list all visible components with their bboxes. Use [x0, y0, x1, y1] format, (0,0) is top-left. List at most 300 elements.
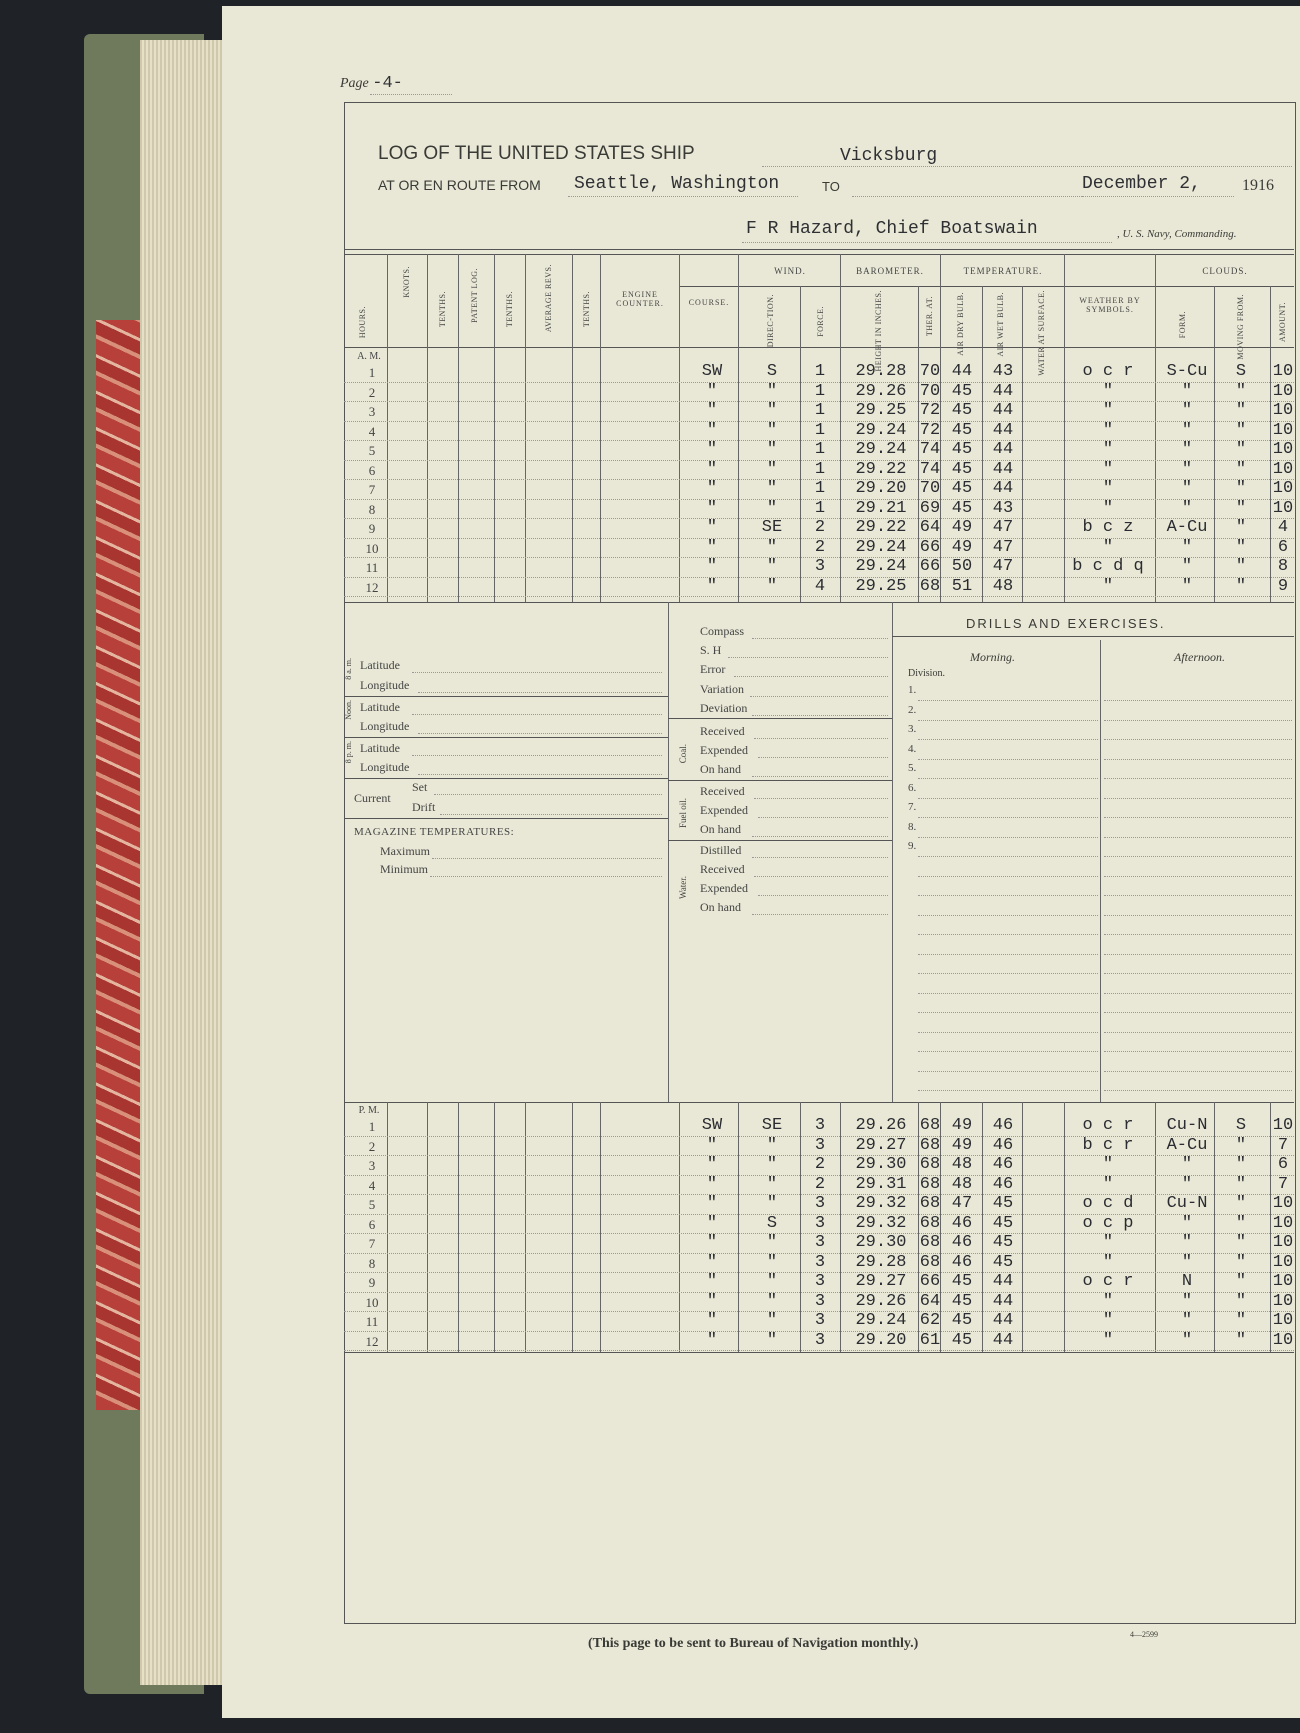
noon-longitude: Longitude	[360, 719, 410, 733]
commanding-label: , U. S. Navy, Commanding.	[1117, 228, 1237, 240]
col-line	[1155, 1102, 1156, 1352]
compass-label: Compass	[700, 624, 745, 638]
col-line	[679, 1102, 680, 1352]
course-cell: "	[706, 537, 718, 557]
subheader-line	[679, 286, 1294, 287]
wind-force-cell: 3	[814, 1233, 826, 1252]
cloud-moving-cell: "	[1235, 557, 1247, 576]
hdr-air-wet: AIR WET BULB.	[996, 292, 1005, 357]
hour-cell: 11	[365, 560, 379, 575]
line	[758, 817, 888, 818]
hdr-moving-from: MOVING FROM.	[1236, 294, 1245, 360]
col-line	[572, 254, 573, 602]
drills-title-line	[892, 636, 1294, 637]
col-line	[679, 254, 680, 602]
col-line	[525, 254, 526, 602]
drills-afternoon: Afternoon.	[1174, 650, 1225, 664]
air-wet-cell: 44	[992, 440, 1014, 459]
cloud-form-cell: "	[1181, 498, 1193, 518]
air-wet-cell: 46	[992, 1116, 1014, 1135]
line	[754, 738, 888, 739]
drill-rule	[1104, 876, 1292, 877]
ther-at-cell: 68	[919, 1213, 941, 1233]
wind-direction-cell: "	[766, 459, 778, 479]
air-wet-cell: 47	[992, 537, 1014, 557]
col-line	[458, 254, 459, 602]
hdr-tenths-2: TENTHS.	[505, 291, 514, 328]
barometer-height-cell: 29.26	[855, 381, 907, 401]
hour-cell: 3	[368, 404, 376, 419]
ship-line	[762, 166, 1292, 167]
line	[412, 755, 662, 756]
course-cell: "	[706, 1155, 718, 1174]
col-line	[738, 254, 739, 602]
cloud-moving-cell: "	[1235, 381, 1247, 401]
middle-divider-1	[668, 602, 669, 1102]
hdr-air-dry: AIR DRY BULB.	[956, 292, 965, 356]
cloud-form-cell: "	[1181, 1311, 1193, 1330]
drill-rule	[1104, 700, 1292, 701]
air-dry-cell: 46	[951, 1213, 973, 1233]
wind-direction-cell: "	[766, 1291, 778, 1311]
date: December 2,	[1082, 174, 1201, 194]
cloud-form-cell: Cu-N	[1166, 1116, 1208, 1135]
weather-cell: b c z	[1082, 518, 1134, 537]
wind-force-cell: 3	[814, 1252, 826, 1272]
hdr-water-surface: WATER AT SURFACE.	[1037, 290, 1046, 376]
cloud-amount-cell: 10	[1272, 1233, 1294, 1252]
drill-rule	[1104, 954, 1292, 955]
drill-rule	[918, 720, 1098, 721]
division-number: 3.	[908, 723, 917, 735]
cloud-amount-cell: 10	[1272, 1116, 1294, 1135]
hour-cell: 5	[368, 443, 376, 458]
cloud-amount-cell: 10	[1272, 498, 1294, 518]
air-dry-cell: 49	[951, 537, 973, 557]
ship-name: Vicksburg	[840, 146, 938, 166]
ther-at-cell: 74	[919, 440, 941, 459]
variation-label: Variation	[700, 682, 744, 696]
barometer-height-cell: 29.30	[855, 1233, 907, 1252]
line	[412, 714, 662, 715]
weather-cell: "	[1102, 1252, 1114, 1272]
line	[758, 895, 888, 896]
hdr-avg-revs: AVERAGE REVS.	[544, 264, 553, 333]
wind-direction-cell: "	[766, 557, 778, 576]
drill-rule	[918, 954, 1098, 955]
line	[430, 876, 662, 877]
cloud-amount-cell: 10	[1272, 479, 1294, 498]
col-line	[738, 1102, 739, 1352]
hdr-barometer: BAROMETER.	[856, 266, 924, 276]
air-wet-cell: 46	[992, 1174, 1014, 1194]
drill-rule	[1104, 993, 1292, 994]
drill-rule	[918, 973, 1098, 974]
hour-cell: 6	[368, 1216, 376, 1232]
cloud-moving-cell: "	[1235, 1135, 1247, 1155]
barometer-height-cell: 29.31	[855, 1174, 907, 1194]
barometer-height-cell: 29.24	[855, 537, 907, 557]
drill-rule	[918, 1090, 1098, 1091]
wind-direction-cell: "	[766, 440, 778, 459]
wind-direction-cell: "	[766, 576, 778, 596]
cloud-form-cell: N	[1181, 1272, 1193, 1291]
drill-rule	[918, 934, 1098, 935]
wind-direction-cell: "	[766, 420, 778, 440]
weather-cell: "	[1102, 1330, 1114, 1350]
wind-force-cell: 1	[814, 459, 826, 479]
col-line	[1270, 286, 1271, 602]
air-dry-cell: 45	[951, 1330, 973, 1350]
cloud-form-cell: "	[1181, 459, 1193, 479]
log-page	[222, 6, 1300, 1718]
drill-rule	[1104, 1012, 1292, 1013]
col-line	[387, 254, 388, 602]
magazine-max: Maximum	[380, 844, 430, 858]
hdr-direction: DIREC-TION.	[766, 294, 775, 348]
year: 1916	[1242, 177, 1274, 194]
cloud-moving-cell: S	[1235, 1116, 1247, 1135]
drill-rule	[918, 895, 1098, 896]
division-number: 8.	[908, 820, 917, 833]
cloud-form-cell: "	[1181, 420, 1193, 440]
cloud-moving-cell: "	[1235, 1291, 1247, 1311]
course-cell: "	[706, 557, 718, 576]
drill-rule	[918, 1012, 1098, 1013]
cloud-moving-cell: "	[1235, 401, 1247, 420]
table-header-bottom	[344, 347, 1294, 348]
line	[344, 737, 668, 738]
air-wet-cell: 45	[992, 1233, 1014, 1252]
barometer-height-cell: 29.32	[855, 1194, 907, 1213]
drill-rule	[1104, 778, 1292, 779]
drill-rule	[918, 993, 1098, 994]
division-number: 9.	[908, 840, 917, 852]
hour-cell: 1	[368, 365, 376, 380]
cloud-form-cell: "	[1181, 401, 1193, 420]
wind-direction-cell: "	[766, 1252, 778, 1272]
current-label: Current	[354, 791, 391, 805]
col-line	[1214, 1102, 1215, 1352]
col-line	[840, 1102, 841, 1352]
hour-cell: 6	[368, 462, 376, 478]
col-line	[494, 254, 495, 602]
cloud-moving-cell: "	[1235, 518, 1247, 537]
cloud-form-cell: "	[1181, 1213, 1193, 1233]
weather-cell: "	[1102, 420, 1114, 440]
ther-at-cell: 66	[919, 557, 941, 576]
drill-rule	[1104, 739, 1292, 740]
drill-rule	[918, 739, 1098, 740]
drill-rule	[1104, 1032, 1292, 1033]
wind-force-cell: 3	[814, 557, 826, 576]
drill-rule	[918, 817, 1098, 818]
barometer-height-cell: 29.20	[855, 1330, 907, 1350]
division-number: 4.	[908, 742, 917, 755]
course-cell: SW	[701, 362, 723, 381]
hdr-ther-at: THER. AT.	[925, 296, 934, 337]
wind-direction-cell: "	[766, 381, 778, 401]
weather-cell: "	[1102, 401, 1114, 420]
hour-cell: 8	[368, 501, 376, 517]
line	[668, 780, 892, 781]
drills-division: Division.	[908, 668, 945, 679]
col-line	[600, 1102, 601, 1352]
hdr-engine-counter: ENGINE COUNTER.	[616, 290, 664, 308]
course-cell: "	[706, 1135, 718, 1155]
division-number: 6.	[908, 781, 917, 794]
hdr-tenths-3: TENTHS.	[582, 291, 591, 328]
col-line	[1214, 286, 1215, 602]
water-on-hand: On hand	[700, 900, 741, 914]
barometer-height-cell: 29.32	[855, 1213, 907, 1233]
drill-rule	[918, 1051, 1098, 1052]
hour-cell: 12	[365, 1333, 379, 1349]
ther-at-cell: 61	[919, 1330, 941, 1350]
bleed-through	[432, 976, 441, 993]
air-dry-cell: 49	[951, 518, 973, 537]
page-label	[340, 74, 403, 93]
drill-rule	[918, 798, 1098, 799]
hdr-patent-log: PATENT LOG.	[470, 268, 479, 323]
cloud-amount-cell: 7	[1277, 1174, 1289, 1194]
barometer-height-cell: 29.26	[855, 1291, 907, 1311]
oil-expended: Expended	[700, 803, 748, 817]
hdr-form: FORM.	[1178, 311, 1187, 339]
wind-force-cell: 2	[814, 1155, 826, 1174]
wind-force-cell: 3	[814, 1291, 826, 1311]
course-cell: "	[706, 576, 718, 596]
air-dry-cell: 49	[951, 1116, 973, 1135]
ther-at-cell: 72	[919, 420, 941, 440]
col-line	[1270, 1102, 1271, 1352]
air-wet-cell: 48	[992, 576, 1014, 596]
pos-pm-label: 8 p. m.	[344, 741, 353, 764]
to-label: TO	[822, 179, 840, 194]
page-number-line	[370, 94, 452, 95]
air-dry-cell: 46	[951, 1252, 973, 1272]
hour-cell: 12	[365, 579, 379, 595]
cloud-amount-cell: 10	[1272, 362, 1294, 381]
cloud-form-cell: "	[1181, 1252, 1193, 1272]
col-line	[982, 286, 983, 602]
col-line	[427, 254, 428, 602]
hdr-height: HEIGHT IN INCHES.	[874, 290, 883, 372]
cloud-moving-cell: "	[1235, 1155, 1247, 1174]
line	[752, 857, 888, 858]
air-wet-cell: 43	[992, 362, 1014, 381]
line	[440, 814, 662, 815]
commander-line	[742, 242, 1112, 243]
hdr-tenths-1: TENTHS.	[438, 291, 447, 328]
drill-rule	[918, 837, 1098, 838]
cloud-moving-cell: "	[1235, 537, 1247, 557]
current-drift: Drift	[412, 800, 436, 814]
barometer-height-cell: 29.21	[855, 498, 907, 518]
weather-cell: o c d	[1082, 1194, 1134, 1213]
cloud-form-cell: S-Cu	[1166, 362, 1208, 381]
cloud-moving-cell: "	[1235, 576, 1247, 596]
barometer-height-cell: 29.22	[855, 518, 907, 537]
coal-label: Coal.	[678, 744, 688, 764]
oil-received: Received	[700, 784, 745, 798]
division-number: 5.	[908, 762, 917, 774]
col-line	[387, 1102, 388, 1352]
wind-force-cell: 4	[814, 576, 826, 596]
barometer-height-cell: 29.30	[855, 1155, 907, 1174]
cloud-form-cell: A-Cu	[1166, 518, 1208, 537]
table-top-line	[344, 249, 1294, 250]
drill-rule	[1104, 895, 1292, 896]
line	[344, 696, 668, 697]
pm-table-bottom	[344, 1352, 1294, 1353]
ther-at-cell: 66	[919, 537, 941, 557]
wind-force-cell: 1	[814, 479, 826, 498]
hour-cell: 7	[368, 1236, 376, 1251]
hour-cell: 5	[368, 1197, 376, 1212]
hour-cell: 2	[368, 384, 376, 400]
line	[752, 638, 888, 639]
cloud-amount-cell: 6	[1277, 1155, 1289, 1174]
air-dry-cell: 45	[951, 440, 973, 459]
course-cell: "	[706, 1233, 718, 1252]
cloud-amount-cell: 10	[1272, 1213, 1294, 1233]
barometer-height-cell: 29.25	[855, 401, 907, 420]
wind-force-cell: 1	[814, 362, 826, 381]
am-label: A. M.	[357, 351, 381, 362]
weather-cell: "	[1102, 498, 1114, 518]
division-number: 2.	[908, 703, 917, 716]
middle-divider-3	[1100, 640, 1101, 1102]
air-dry-cell: 45	[951, 498, 973, 518]
air-wet-cell: 45	[992, 1252, 1014, 1272]
ther-at-cell: 62	[919, 1311, 941, 1330]
barometer-height-cell: 29.20	[855, 479, 907, 498]
hdr-force: FORCE.	[816, 306, 825, 337]
line	[734, 676, 888, 677]
wind-direction-cell: "	[766, 1272, 778, 1291]
wind-direction-cell: S	[766, 362, 778, 381]
line	[418, 733, 662, 734]
air-wet-cell: 44	[992, 1272, 1014, 1291]
cloud-moving-cell: "	[1235, 498, 1247, 518]
cloud-amount-cell: 10	[1272, 381, 1294, 401]
course-cell: "	[706, 518, 718, 537]
drill-rule	[918, 915, 1098, 916]
line	[418, 774, 662, 775]
cloud-moving-cell: "	[1235, 1272, 1247, 1291]
barometer-height-cell: 29.22	[855, 459, 907, 479]
cloud-amount-cell: 10	[1272, 459, 1294, 479]
cloud-form-cell: "	[1181, 1155, 1193, 1174]
col-line	[525, 1102, 526, 1352]
cloud-moving-cell: "	[1235, 1330, 1247, 1350]
route-label: AT OR EN ROUTE FROM	[378, 177, 541, 193]
hour-cell: 7	[368, 482, 376, 497]
hdr-course: COURSE.	[688, 298, 730, 307]
wind-direction-cell: SE	[761, 518, 783, 537]
weather-cell: "	[1102, 479, 1114, 498]
air-dry-cell: 45	[951, 1272, 973, 1291]
cloud-moving-cell: "	[1235, 1213, 1247, 1233]
course-cell: SW	[701, 1116, 723, 1135]
wind-direction-cell: "	[766, 537, 778, 557]
weather-cell: o c r	[1082, 362, 1134, 381]
ther-at-cell: 68	[919, 576, 941, 596]
line	[668, 718, 892, 719]
air-dry-cell: 45	[951, 381, 973, 401]
drill-rule	[1104, 1051, 1292, 1052]
cloud-moving-cell: "	[1235, 420, 1247, 440]
air-wet-cell: 44	[992, 1311, 1014, 1330]
wind-direction-cell: "	[766, 1233, 778, 1252]
cloud-amount-cell: 10	[1272, 440, 1294, 459]
wind-direction-cell: "	[766, 498, 778, 518]
col-line	[800, 286, 801, 602]
cloud-form-cell: A-Cu	[1166, 1135, 1208, 1155]
weather-cell: "	[1102, 1233, 1114, 1252]
drill-rule	[918, 778, 1098, 779]
barometer-height-cell: 29.26	[855, 1116, 907, 1135]
air-wet-cell: 44	[992, 459, 1014, 479]
line	[752, 776, 888, 777]
cloud-moving-cell: "	[1235, 1311, 1247, 1330]
air-dry-cell: 51	[951, 576, 973, 596]
deviation-label: Deviation	[700, 701, 748, 715]
cloud-form-cell: "	[1181, 440, 1193, 459]
wind-direction-cell: "	[766, 1330, 778, 1350]
cloud-amount-cell: 8	[1277, 557, 1289, 576]
weather-cell: "	[1102, 440, 1114, 459]
course-cell: "	[706, 498, 718, 518]
cloud-moving-cell: "	[1235, 1233, 1247, 1252]
cloud-moving-cell: "	[1235, 440, 1247, 459]
course-cell: "	[706, 381, 718, 401]
line	[412, 672, 662, 673]
col-line	[600, 254, 601, 602]
weather-cell: o c r	[1082, 1272, 1134, 1291]
weather-cell: "	[1102, 459, 1114, 479]
course-cell: "	[706, 1174, 718, 1194]
ther-at-cell: 70	[919, 362, 941, 381]
route-from-line	[568, 196, 798, 197]
wind-force-cell: 3	[814, 1194, 826, 1213]
col-line	[1022, 1102, 1023, 1352]
error-label: Error	[700, 662, 726, 676]
am-longitude: Longitude	[360, 678, 410, 692]
row-rule	[344, 1350, 1294, 1351]
fuel-oil-label: Fuel oil.	[678, 798, 688, 829]
form-number: 4—2599	[1130, 1630, 1158, 1639]
weather-cell: b c d q	[1072, 557, 1144, 576]
wind-force-cell: 3	[814, 1135, 826, 1155]
ther-at-cell: 64	[919, 1291, 941, 1311]
course-cell: "	[706, 1272, 718, 1291]
barometer-height-cell: 29.24	[855, 1311, 907, 1330]
barometer-height-cell: 29.24	[855, 557, 907, 576]
water-received: Received	[700, 862, 745, 876]
current-set: Set	[412, 780, 428, 794]
page-label-text: Page	[340, 76, 369, 91]
wind-direction-cell: "	[766, 401, 778, 420]
drill-rule	[1104, 973, 1292, 974]
wind-force-cell: 3	[814, 1311, 826, 1330]
ther-at-cell: 66	[919, 1272, 941, 1291]
course-cell: "	[706, 479, 718, 498]
cloud-form-cell: Cu-N	[1166, 1194, 1208, 1213]
hour-cell: 4	[368, 423, 376, 439]
line	[752, 715, 888, 716]
